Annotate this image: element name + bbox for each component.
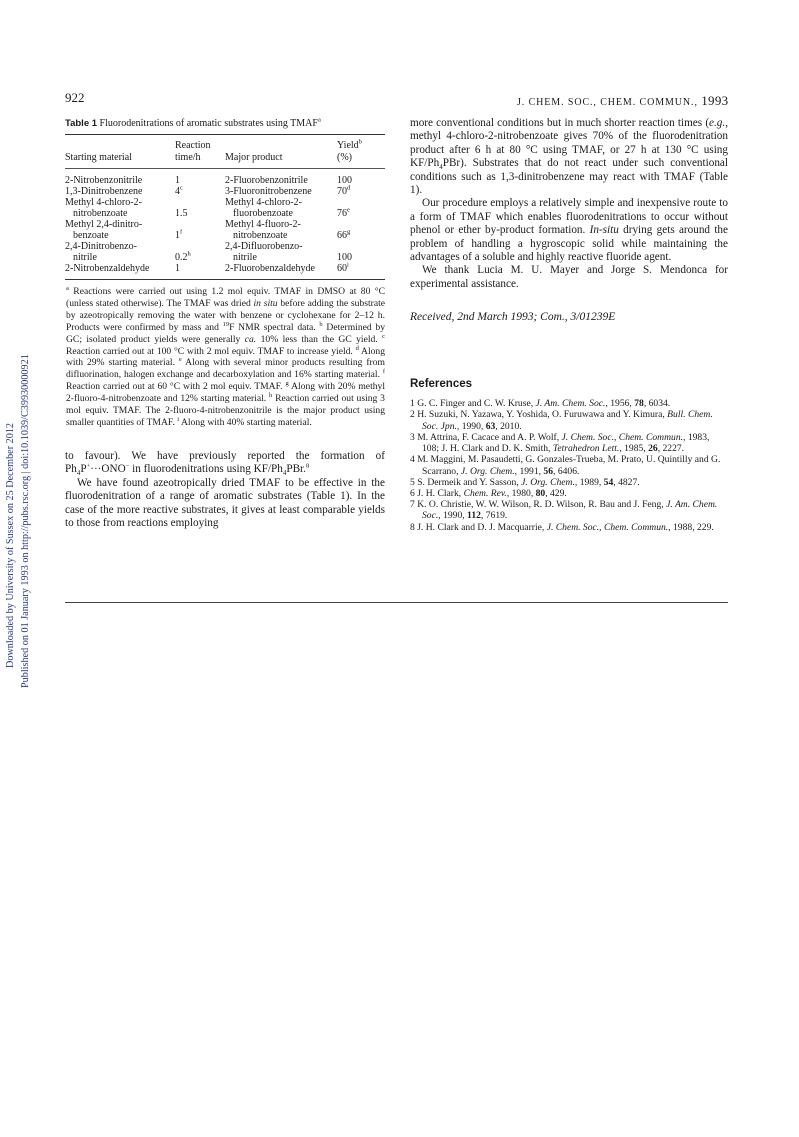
reference-item: 2 H. Suzuki, N. Yazawa, Y. Yoshida, O. Furuwawa and Y. Kimura, Bull. Chem. Soc. Jpn., 1990, 63, 2010. [410, 409, 713, 432]
table-cell: 1 [175, 263, 180, 274]
download-notice: Downloaded by University of Sussex on 25 December 2012 [5, 422, 16, 668]
table-cell: 2-Fluorobenzaldehyde [225, 263, 315, 274]
table-cell: 3-Fluoronitrobenzene [225, 186, 312, 197]
left-paragraph-1: to favour). We have previously reported the formation of $Ph_4P^+\cdot\cdot\cdot ONO^-$ in fluorodenitrations using $KF/Ph_4PBr.^8$ [65, 449, 385, 478]
table-row [65, 252, 385, 263]
table-cell: fluorobenzoate [233, 208, 293, 219]
table-top-rule [65, 134, 385, 135]
table-bottom-rule [65, 279, 385, 280]
table-row [65, 241, 385, 252]
download-sidebar [0, 0, 46, 1137]
table-row [65, 175, 385, 186]
header-yield-unit: (%) [337, 151, 352, 163]
reference-item: 8 J. H. Clark and D. J. Macquarrie, J. Chem. Soc., Chem. Commun., 1988, 229. [410, 521, 714, 533]
table-cell: 2,4-Dinitrobenzo- [65, 241, 137, 252]
table-cell [175, 219, 225, 230]
references-list [410, 398, 728, 532]
fluorodenitration-table [65, 140, 385, 163]
left-body-text [65, 450, 385, 530]
header-time: time/h [175, 151, 201, 163]
table-cell: Methyl 4-chloro-2- [225, 197, 302, 208]
table-row [65, 197, 385, 208]
table-cell: nitrile [73, 252, 97, 263]
table-cell: 2,4-Difluorobenzo- [225, 241, 303, 252]
table-cell: 1 [175, 175, 180, 186]
table-cell: 1,3-Dinitrobenzene [65, 186, 143, 197]
journal-year: 1993 [701, 93, 729, 108]
running-head [517, 93, 728, 109]
table-row [65, 208, 385, 219]
header-reaction: Reaction [175, 140, 211, 151]
table-cell: 70$^d$ [337, 184, 351, 197]
right-paragraph-1: more conventional conditions but in much shorter reaction times (e.g., methyl 4-chloro-2-nitrobenzoate gives 70% of the fluorodenitration product after 6 h at 80 °C using TMAF, or 27 h at 130 °C using $KF/Ph_4PBr$). Substrates that do not react under such conventional conditions such as 1,3-dinitrobenzene may react with TMAF (Table 1). [410, 117, 728, 197]
header-major-product: Major product [225, 151, 283, 163]
received-line: Received, 2nd March 1993; Com., 3/01239E [410, 311, 616, 324]
publication-notice: Published on 01 January 1993 on http://pubs.rsc.org | doi:10.1039/C39930000921 [20, 354, 31, 688]
table-cell: 1$^f$ [175, 228, 183, 241]
table-cell: nitrile [233, 252, 257, 263]
table-row [65, 219, 385, 230]
table-cell: 66$^g$ [337, 228, 351, 241]
acknowledgement: We thank Lucia M. U. Mayer and Jorge S. Mendonca for experimental assistance. [410, 264, 728, 290]
table-row [65, 263, 385, 274]
reference-item: 4 M. Maggini, M. Pasaudetti, G. Gonzales-Trueba, M. Prato, U. Quintilly and G. Scarrano, J. Org. Chem., 1991, 56, 6406. [410, 454, 721, 477]
table-caption [65, 117, 385, 130]
table-cell: Methyl 4-fluoro-2- [225, 219, 301, 230]
table-cell: 2-Fluorobenzonitrile [225, 175, 308, 186]
table-cell: 4$^c$ [175, 184, 183, 197]
page-number: 922 [65, 90, 85, 105]
table-cell [337, 197, 385, 208]
table-body [65, 175, 385, 274]
reference-item: 6 J. H. Clark, Chem. Rev., 1980, 80, 429. [410, 487, 567, 499]
left-column [65, 117, 385, 530]
table-cell: nitrobenzoate [73, 208, 128, 219]
table-row [65, 230, 385, 241]
table-cell: 100 [337, 175, 352, 186]
table-cell: Methyl 2,4-dinitro- [65, 219, 143, 230]
table-cell: 76e [337, 206, 350, 219]
journal-name: J. CHEM. SOC., CHEM. COMMUN., [517, 97, 702, 108]
table-header-rule [65, 168, 385, 169]
table-caption-text: Fluorodenitrations of aromatic substrates using TMAF [99, 118, 318, 129]
reference-item: 5 S. Dermeik and Y. Sasson, J. Org. Chem., 1989, 54, 4827. [410, 476, 640, 488]
table-row [65, 186, 385, 197]
table-cell: 60$^i$ [337, 261, 349, 274]
table-cell: 100 [337, 252, 352, 263]
header-starting-material: Starting material [65, 151, 132, 163]
references-heading: References [410, 378, 473, 391]
table-cell: 1.5 [175, 208, 188, 219]
right-paragraph-2: Our procedure employs a relatively simple and inexpensive route to a form of TMAF which enables fluorodenitrations to occur without phenol or ether by-product formation. In-situ drying gets around the problem of handling a hygroscopic solid while maintaining the advantages of a soluble and highly reactive fluoride agent. [410, 197, 728, 264]
reference-item: 1 G. C. Finger and C. W. Kruse, J. Am. Chem. Soc., 1956, 78, 6034. [410, 398, 671, 410]
reference-item: 7 K. O. Christie, W. W. Wilson, R. D. Wilson, R. Bau and J. Feng, J. Am. Chem. Soc., 1990, 112, 7619. [410, 499, 718, 522]
table-cell: 0.2$^h$ [175, 250, 191, 263]
table-label: Table 1 [65, 118, 98, 129]
table-cell [337, 219, 385, 230]
table-cell: nitrobenzoate [233, 230, 288, 241]
table-cell: 2-Nitrobenzonitrile [65, 175, 143, 186]
header-yield: Yield$^b$ [337, 138, 362, 151]
left-paragraph-2: We have found azeotropically dried TMAF to be effective in the fluorodenitration of a range of aromatic substrates (Table 1). In the case of the more reactive substrates, it gives at least comparable yields to those from reactions employing [65, 476, 385, 529]
table-cell [337, 241, 385, 252]
table-cell [175, 197, 225, 208]
table-cell: benzoate [73, 230, 109, 241]
table-caption-mark: a [317, 116, 321, 124]
table-cell [175, 241, 225, 252]
reference-item: 3 M. Attrina, F. Cacace and A. P. Wolf, J. Chem. Soc., Chem. Commun., 1983, 108; J. H. Clark and D. K. Smith, Tetrahedron Lett., 1985, 26, 2227. [410, 431, 710, 455]
table-cell: 2-Nitrobenzaldehyde [65, 263, 150, 274]
bottom-rule [65, 602, 728, 603]
table-cell: Methyl 4-chloro-2- [65, 197, 142, 208]
right-body-text [410, 117, 728, 291]
right-column [410, 117, 728, 533]
table-footnotes: $^a$ Reactions were carried out using 1.2 mol equiv. TMAF in DMSO at 80 °C (unless stated otherwise). The TMAF was dried in situ before adding the substrate by azeotropically removing the water with benzene or cyclohexane for 2–12 h. Products were confirmed by mass and $^{19}$F NMR spectral data. $^b$ Determined by GC; isolated product yields were generally ca. 10% less than the GC yield. $^c$ Reaction carried out at 100 °C with 2 mol equiv. TMAF to increase yield. $^d$ Along with 29% starting material. $^e$ Along with several minor products resulting from difluorination, halogen exchange and decarboxylation and 16% starting material. $^f$ Reaction carried out at 60 °C with 2 mol equiv. TMAF. $^g$ Along with 20% methyl 2-fluoro-4-nitrobenzoate and 12% starting material. $^h$ Reaction carried out using 3 mol equiv. TMAF. The 2-fluoro-4-nitrobenzonitrile is the major product using smaller quantities of TMAF. $^i$ Along with 40% starting material. [66, 284, 386, 428]
